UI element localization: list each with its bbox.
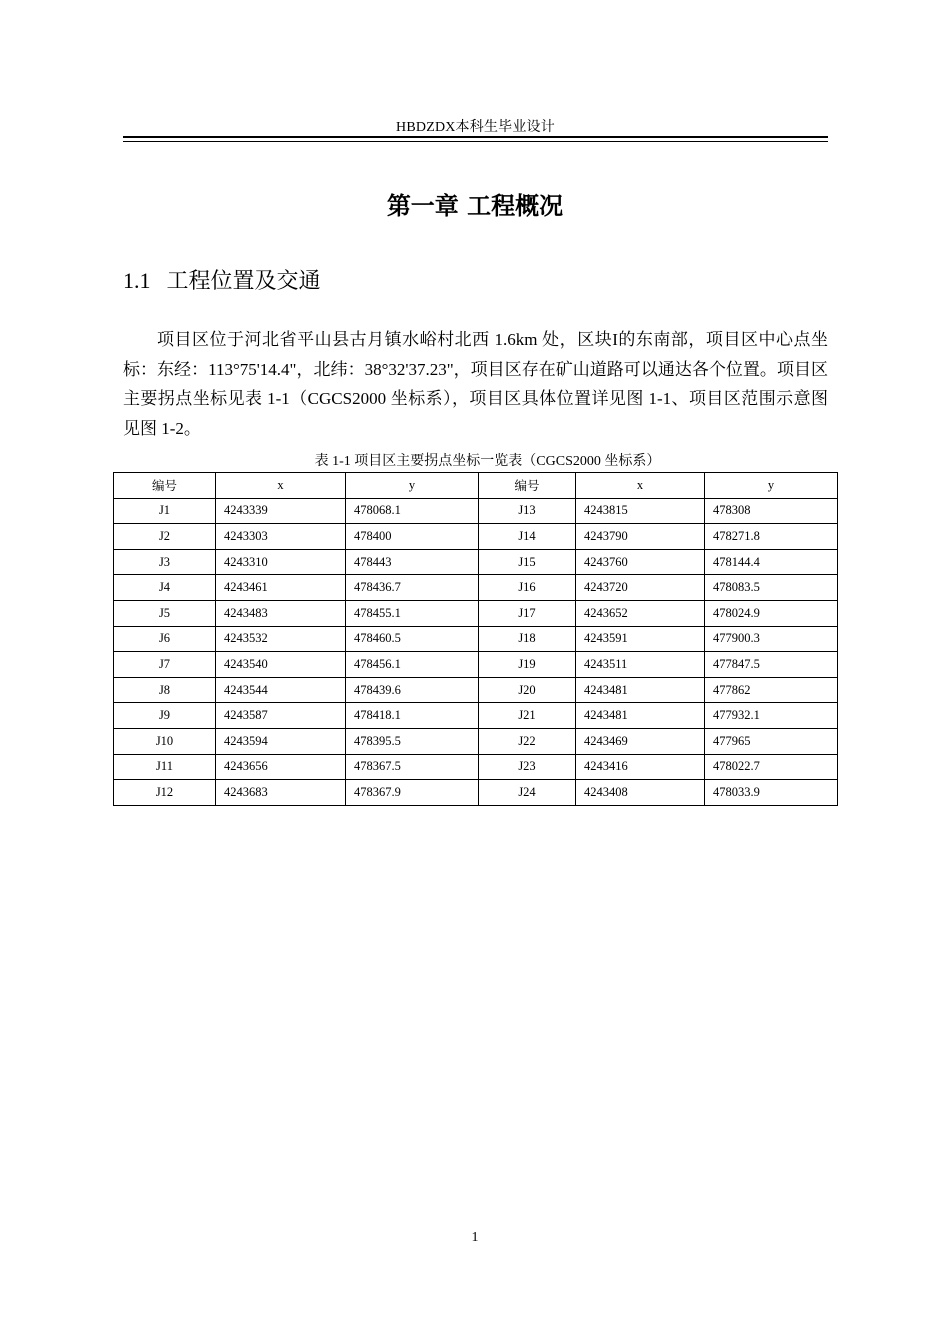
table-cell: J10 <box>114 728 216 754</box>
header-cell: y <box>346 473 479 499</box>
table-cell: 477965 <box>705 728 838 754</box>
table-cell: 4243656 <box>216 754 346 780</box>
table-cell: 4243760 <box>576 549 705 575</box>
table-cell: J16 <box>479 575 576 601</box>
table-row <box>114 626 838 652</box>
table-cell: 478367.9 <box>346 780 479 806</box>
section-number: 1.1 <box>123 268 151 293</box>
table-cell: 478460.5 <box>346 626 479 652</box>
table-row <box>114 498 838 524</box>
section-heading <box>123 264 321 295</box>
table-caption: 表 1-1 项目区主要拐点坐标一览表（CGCS2000 坐标系） <box>314 454 661 469</box>
table-cell: 4243683 <box>216 780 346 806</box>
table-cell: 4243652 <box>576 600 705 626</box>
header-cell: 编号 <box>479 473 576 499</box>
table-cell: 478455.1 <box>346 600 479 626</box>
body-paragraph: 项目区位于河北省平山县古月镇水峪村北西 1.6km 处，区块I的东南部，项目区中心点坐标：东经：113°75'14.4"，北纬：38°32'37.23"，项目区存在矿山道路可以通达各个位置。项目区主要拐点坐标见表 1-1（CGCS2000 坐标系），项目区具体位置详见图 1-1、项目区范围示意图见图 1-2。 <box>123 330 828 438</box>
table-cell: 478083.5 <box>705 575 838 601</box>
table-cell: 4243544 <box>216 677 346 703</box>
table-cell: 477862 <box>705 677 838 703</box>
table-cell: J6 <box>114 626 216 652</box>
header-cell: x <box>216 473 346 499</box>
table-cell: J20 <box>479 677 576 703</box>
table-cell: 478068.1 <box>346 498 479 524</box>
table-cell: 4243511 <box>576 652 705 678</box>
table-cell: 478439.6 <box>346 677 479 703</box>
page-number: 1 <box>471 1230 479 1245</box>
table-cell: J7 <box>114 652 216 678</box>
table-cell: J24 <box>479 780 576 806</box>
table-cell: 4243469 <box>576 728 705 754</box>
table-cell: J2 <box>114 524 216 550</box>
header-cell: y <box>705 473 838 499</box>
header-cell: 编号 <box>114 473 216 499</box>
table-row <box>114 549 838 575</box>
table-row <box>114 600 838 626</box>
table-cell: J19 <box>479 652 576 678</box>
table-cell: J14 <box>479 524 576 550</box>
section-title: 工程位置及交通 <box>166 269 321 294</box>
table-cell: 4243594 <box>216 728 346 754</box>
table-cell: 4243481 <box>576 703 705 729</box>
table-cell: 478436.7 <box>346 575 479 601</box>
table-cell: J5 <box>114 600 216 626</box>
table-cell: 4243483 <box>216 600 346 626</box>
table-cell: J23 <box>479 754 576 780</box>
table-cell: J4 <box>114 575 216 601</box>
table-cell: 4243540 <box>216 652 346 678</box>
table-cell: J11 <box>114 754 216 780</box>
table-cell: 478033.9 <box>705 780 838 806</box>
table-cell: 4243720 <box>576 575 705 601</box>
table-cell: 4243339 <box>216 498 346 524</box>
table-cell: 477932.1 <box>705 703 838 729</box>
table-cell: 4243481 <box>576 677 705 703</box>
table-row <box>114 652 838 678</box>
table-cell: 4243591 <box>576 626 705 652</box>
table-cell: 478308 <box>705 498 838 524</box>
table-row <box>114 575 838 601</box>
table-cell: J15 <box>479 549 576 575</box>
table-cell: 4243815 <box>576 498 705 524</box>
table-cell: 478400 <box>346 524 479 550</box>
coordinates-table <box>113 472 838 806</box>
table-cell: J21 <box>479 703 576 729</box>
table-cell: 4243408 <box>576 780 705 806</box>
table-cell: 478456.1 <box>346 652 479 678</box>
table-cell: 478395.5 <box>346 728 479 754</box>
table-cell: J8 <box>114 677 216 703</box>
table-cell: 4243532 <box>216 626 346 652</box>
table-cell: 478443 <box>346 549 479 575</box>
table-cell: 4243587 <box>216 703 346 729</box>
table-cell: J9 <box>114 703 216 729</box>
table-cell: 478418.1 <box>346 703 479 729</box>
table-row <box>114 780 838 806</box>
table-row <box>114 703 838 729</box>
table-cell: 4243310 <box>216 549 346 575</box>
table-cell: 477900.3 <box>705 626 838 652</box>
table-cell: J12 <box>114 780 216 806</box>
table-cell: J17 <box>479 600 576 626</box>
table-cell: 4243416 <box>576 754 705 780</box>
header-cell: x <box>576 473 705 499</box>
table-cell: 478024.9 <box>705 600 838 626</box>
table-cell: 478144.4 <box>705 549 838 575</box>
table-cell: 4243790 <box>576 524 705 550</box>
page-header: HBDZDX本科生毕业设计 <box>396 120 555 135</box>
table-cell: J1 <box>114 498 216 524</box>
table-header-row <box>114 473 838 499</box>
table-cell: J18 <box>479 626 576 652</box>
table-row <box>114 677 838 703</box>
table-cell: J3 <box>114 549 216 575</box>
table-cell: 478367.5 <box>346 754 479 780</box>
table-row <box>114 754 838 780</box>
chapter-title: 第一章 工程概况 <box>386 192 564 220</box>
header-rule-thin <box>123 141 828 142</box>
table-cell: 478022.7 <box>705 754 838 780</box>
table-cell: 4243303 <box>216 524 346 550</box>
table-cell: 478271.8 <box>705 524 838 550</box>
table-cell: J13 <box>479 498 576 524</box>
header-rule-thick <box>123 136 828 138</box>
table-row <box>114 728 838 754</box>
table-cell: J22 <box>479 728 576 754</box>
table-cell: 477847.5 <box>705 652 838 678</box>
table-cell: 4243461 <box>216 575 346 601</box>
table-row <box>114 524 838 550</box>
